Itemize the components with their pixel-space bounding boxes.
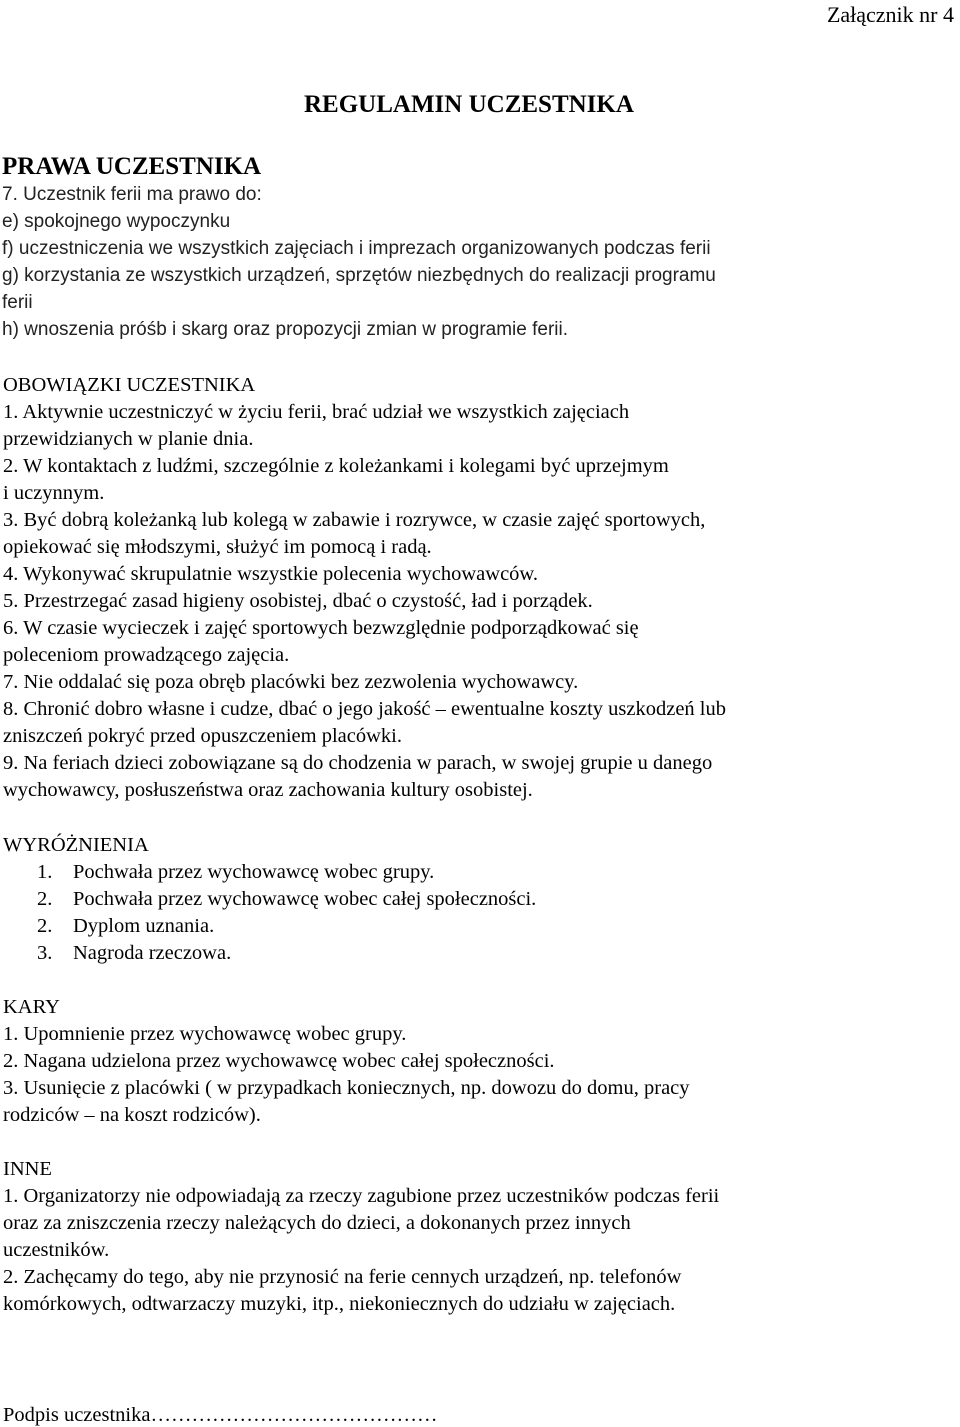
duties-line: 8. Chronić dobro własne i cudze, dbać o jego jakość – ewentualne koszty uszkodzeń lub — [3, 698, 726, 720]
duties-line: 9. Na feriach dzieci zobowiązane są do chodzenia w parach, w swojej grupie u danego — [3, 752, 713, 774]
award-number: 1. — [37, 861, 53, 883]
duties-section — [3, 372, 943, 804]
other-line: 2. Zachęcamy do tego, aby nie przynosić na ferie cennych urządzeń, np. telefonów — [3, 1266, 682, 1288]
duties-line: i uczynnym. — [3, 482, 105, 504]
penalties-line: 3. Usunięcie z placówki ( w przypadkach koniecznych, np. dowozu do domu, pracy — [3, 1077, 690, 1099]
duties-line: opiekować się młodszymi, służyć im pomocą i radą. — [3, 536, 432, 558]
award-item — [37, 913, 943, 940]
penalties-section — [3, 994, 943, 1129]
rights-line: h) wnoszenia próśb i skarg oraz propozycji zmian w programie ferii. — [2, 319, 569, 340]
other-line: oraz za zniszczenia rzeczy należących do dzieci, a dokonanych przez innych — [3, 1212, 631, 1234]
awards-heading: WYRÓŻNIENIA — [3, 834, 149, 856]
other-line: 1. Organizatorzy nie odpowiadają za rzeczy zagubione przez uczestników podczas ferii — [3, 1185, 720, 1207]
duties-line: poleceniom prowadzącego zajęcia. — [3, 644, 290, 666]
rights-line: g) korzystania ze wszystkich urządzeń, sprzętów niezbędnych do realizacji programu — [2, 265, 716, 286]
duties-line: zniszczeń pokryć przed opuszczeniem placówki. — [3, 725, 402, 747]
duties-line: 7. Nie oddalać się poza obręb placówki bez zezwolenia wychowawcy. — [3, 671, 579, 693]
awards-section — [3, 832, 943, 967]
rights-line: 7. Uczestnik ferii ma prawo do: — [2, 184, 262, 205]
duties-line: 4. Wykonywać skrupulatnie wszystkie polecenia wychowawców. — [3, 563, 539, 585]
other-heading: INNE — [3, 1158, 52, 1180]
duties-line: wychowawcy, posłuszeństwa oraz zachowania kultury osobistej. — [3, 779, 533, 801]
penalties-heading: KARY — [3, 996, 60, 1018]
award-number: 2. — [37, 888, 53, 910]
award-item — [37, 940, 943, 967]
award-text: Pochwała przez wychowawcę wobec całej społeczności. — [73, 888, 537, 910]
award-text: Dyplom uznania. — [73, 915, 215, 937]
document-title: REGULAMIN UCZESTNIKA — [304, 91, 634, 118]
award-text: Pochwała przez wychowawcę wobec grupy. — [73, 861, 435, 883]
award-number: 2. — [37, 915, 53, 937]
award-item — [37, 859, 943, 886]
rights-line: f) uczestniczenia we wszystkich zajęciach i imprezach organizowanych podczas ferii — [2, 238, 711, 259]
duties-line: 1. Aktywnie uczestniczyć w życiu ferii, brać udział we wszystkich zajęciach — [3, 401, 630, 423]
other-section — [3, 1156, 943, 1318]
penalties-line: 1. Upomnienie przez wychowawcę wobec grupy. — [3, 1023, 407, 1045]
other-line: komórkowych, odtwarzaczy muzyki, itp., niekoniecznych do udziału w zajęciach. — [3, 1293, 676, 1315]
rights-line: e) spokojnego wypoczynku — [2, 211, 231, 232]
award-item — [37, 886, 943, 913]
other-line: uczestników. — [3, 1239, 110, 1261]
penalties-line: 2. Nagana udzielona przez wychowawcę wobec całej społeczności. — [3, 1050, 555, 1072]
duties-line: przewidzianych w planie dnia. — [3, 428, 254, 450]
duties-line: 6. W czasie wycieczek i zajęć sportowych bezwzględnie podporządkować się — [3, 617, 639, 639]
annex-label: Załącznik nr 4 — [826, 2, 954, 27]
rights-line: ferii — [2, 292, 33, 313]
duties-line: 3. Być dobrą koleżanką lub kolegą w zabawie i rozrywce, w czasie zajęć sportowych, — [3, 509, 706, 531]
award-number: 3. — [37, 942, 53, 964]
rights-heading: PRAWA UCZESTNIKA — [2, 153, 262, 180]
duties-heading: OBOWIĄZKI UCZESTNIKA — [3, 374, 256, 396]
signature-line: Podpis uczestnika…………………………………… — [3, 1404, 438, 1426]
penalties-line: rodziców – na koszt rodziców). — [3, 1104, 261, 1126]
rights-list — [2, 181, 942, 343]
duties-line: 2. W kontaktach z ludźmi, szczególnie z koleżankami i kolegami być uprzejmym — [3, 455, 669, 477]
duties-line: 5. Przestrzegać zasad higieny osobistej, dbać o czystość, ład i porządek. — [3, 590, 593, 612]
award-text: Nagroda rzeczowa. — [73, 942, 232, 964]
